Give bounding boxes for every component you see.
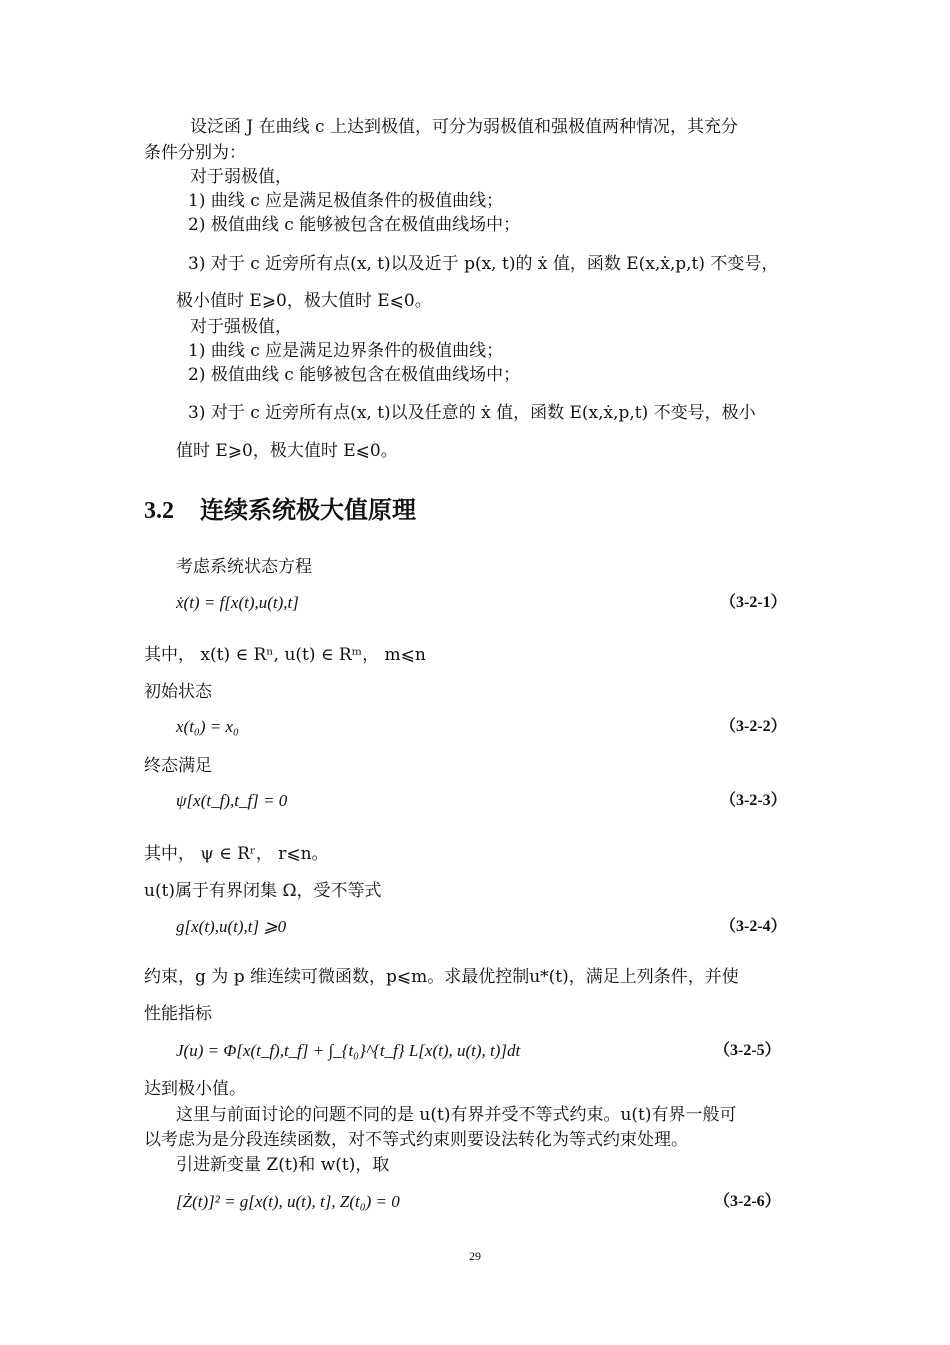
consider-text: 考虑系统状态方程 <box>176 557 312 577</box>
equation-3-2-3: ψ[x(t_f),t_f] = 0 <box>176 791 288 810</box>
page-number: 29 <box>469 1249 481 1263</box>
constraint-line-1: 约束，g 为 p 维连续可微函数，p⩽m。求最优控制u*(t)，满足上列条件，并使 <box>144 967 739 987</box>
difference-line-2: 以考虑为是分段连续函数，对不等式约束则要设法转化为等式约束处理。 <box>144 1130 688 1150</box>
equation-number-3-2-1: （3-2-1） <box>720 594 787 611</box>
constraint-line-2: 性能指标 <box>144 1004 212 1024</box>
strong-item-3: 3) 对于 c 近旁所有点(x, t)以及任意的 ẋ 值，函数 E(x,ẋ,p,t) 不变号，极小 <box>188 403 756 423</box>
strong-item-3-continued: 值时 E⩾0，极大值时 E⩽0。 <box>176 441 398 461</box>
equation-3-2-2: x(t₀) = x₀ <box>176 717 239 736</box>
control-bound-text: u(t)属于有界闭集 Ω，受不等式 <box>144 881 382 901</box>
equation-3-2-4: g[x(t),u(t),t] ⩾0 <box>176 917 287 936</box>
strong-item-2: 2) 极值曲线 c 能够被包含在极值曲线场中； <box>188 365 521 385</box>
strong-extremum-title: 对于强极值， <box>190 317 292 337</box>
equation-number-3-2-4: （3-2-4） <box>720 918 787 935</box>
section-number: 3.2 <box>144 498 174 524</box>
initial-state-label: 初始状态 <box>144 682 212 702</box>
equation-3-2-1: ẋ(t) = f[x(t),u(t),t] <box>176 593 299 612</box>
equation-number-3-2-3: （3-2-3） <box>720 792 787 809</box>
strong-item-1: 1) 曲线 c 应是满足边界条件的极值曲线； <box>188 341 504 361</box>
weak-item-3-continued: 极小值时 E⩾0，极大值时 E⩽0。 <box>176 291 432 311</box>
minimum-text: 达到极小值。 <box>144 1079 246 1099</box>
intro-line-2: 条件分别为： <box>144 143 246 163</box>
weak-item-2: 2) 极值曲线 c 能够被包含在极值曲线场中； <box>188 215 521 235</box>
weak-item-1: 1) 曲线 c 应是满足极值条件的极值曲线； <box>188 191 504 211</box>
section-title: 连续系统极大值原理 <box>200 495 416 524</box>
final-state-label: 终态满足 <box>144 756 212 776</box>
new-variables-text: 引进新变量 Z(t)和 w(t)，取 <box>176 1155 390 1175</box>
equation-number-3-2-2: （3-2-2） <box>720 718 787 735</box>
where-text-1: 其中， x(t) ∈ Rⁿ, u(t) ∈ Rᵐ， m⩽n <box>144 645 426 665</box>
equation-number-3-2-6: （3-2-6） <box>714 1193 781 1210</box>
where-text-2: 其中， ψ ∈ Rʳ， r⩽n。 <box>144 844 329 864</box>
weak-extremum-title: 对于弱极值， <box>190 167 292 187</box>
intro-line-1: 设泛函 J 在曲线 c 上达到极值，可分为弱极值和强极值两种情况，其充分 <box>190 117 738 137</box>
section-heading <box>144 494 416 527</box>
difference-line-1: 这里与前面讨论的问题不同的是 u(t)有界并受不等式约束。u(t)有界一般可 <box>176 1105 737 1125</box>
equation-number-3-2-5: （3-2-5） <box>714 1042 781 1059</box>
weak-item-3: 3) 对于 c 近旁所有点(x, t)以及近于 p(x, t)的 ẋ 值，函数 E(x,ẋ,p,t) 不变号， <box>188 254 779 274</box>
equation-3-2-6: [Ż(t)]² = g[x(t), u(t), t], Z(t₀) = 0 <box>176 1192 400 1211</box>
equation-3-2-5: J(u) = Φ[x(t_f),t_f] + ∫_{t₀}^{t_f} L[x(t), u(t), t)]dt <box>176 1041 521 1060</box>
